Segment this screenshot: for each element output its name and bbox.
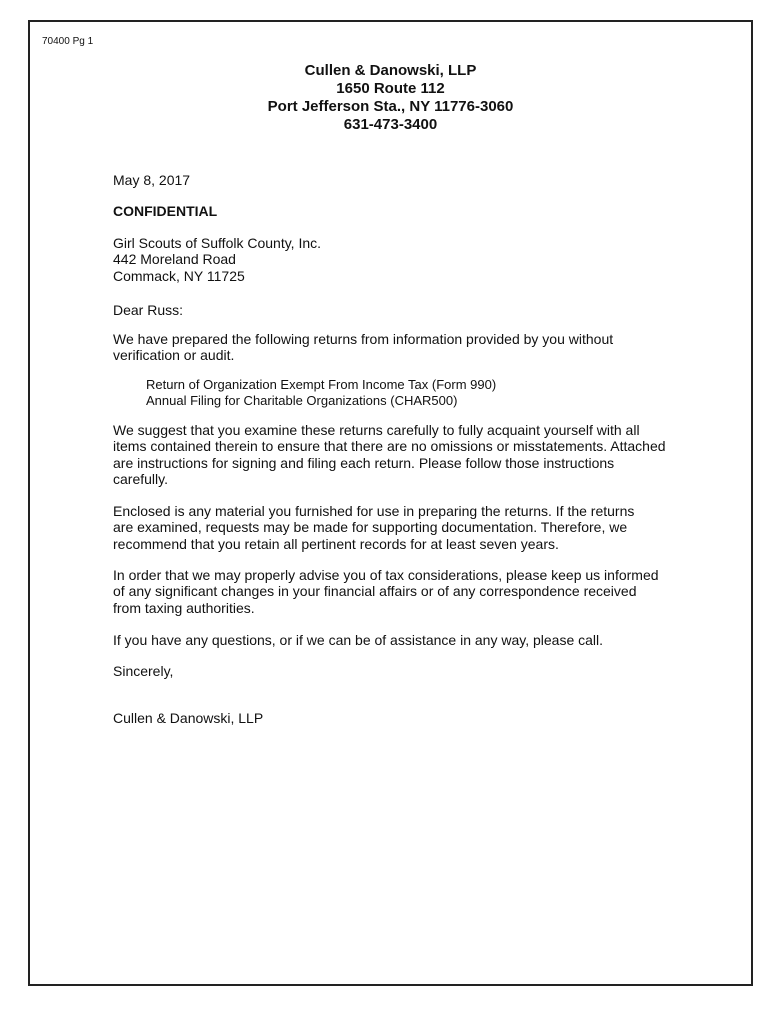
firm-phone: 631-473-3400 xyxy=(343,116,438,133)
page-reference: 70400 Pg 1 xyxy=(42,36,94,47)
recipient-street: 442 Moreland Road xyxy=(113,251,236,268)
paragraph-3: Enclosed is any material you furnished for use in preparing the returns. If the returns are examined, requests may be made for supporting documentation. Therefore, we recommend that you retain all pertinent records for at least seven years. xyxy=(113,503,635,552)
recipient-name: Girl Scouts of Suffolk County, Inc. xyxy=(113,235,322,251)
firm-city: Port Jefferson Sta., NY 11776-3060 xyxy=(267,98,514,115)
closing: Sincerely, xyxy=(113,663,174,679)
paragraph-2: We suggest that you examine these returns carefully to fully acquaint yourself with all items contained therein to ensure that there are no omissions or misstatements. Attached are instructions for signing and filing each return. Please follow those instructions carefully. xyxy=(113,422,666,487)
firm-name: Cullen & Danowski, LLP xyxy=(304,62,477,79)
return-item: Annual Filing for Charitable Organizations (CHAR500) xyxy=(146,392,458,408)
firm-street: 1650 Route 112 xyxy=(336,80,445,97)
salutation: Dear Russ: xyxy=(113,302,184,318)
letter-date: May 8, 2017 xyxy=(113,172,191,188)
return-item: Return of Organization Exempt From Income Tax (Form 990) xyxy=(146,377,497,392)
letterhead xyxy=(28,62,753,134)
returns-list xyxy=(146,377,496,408)
confidential-label: CONFIDENTIAL xyxy=(113,203,218,219)
recipient-city: Commack, NY 11725 xyxy=(113,267,245,284)
paragraph-5: If you have any questions, or if we can be of assistance in any way, please call. xyxy=(113,632,604,648)
paragraph-1: We have prepared the following returns from information provided by you without verification or audit. xyxy=(113,331,614,364)
paragraph-4: In order that we may properly advise you of tax considerations, please keep us informed of any significant changes in your financial affairs or of any correspondence received from taxing authorities. xyxy=(113,567,659,616)
signature: Cullen & Danowski, LLP xyxy=(113,710,264,726)
recipient-address xyxy=(113,235,673,284)
